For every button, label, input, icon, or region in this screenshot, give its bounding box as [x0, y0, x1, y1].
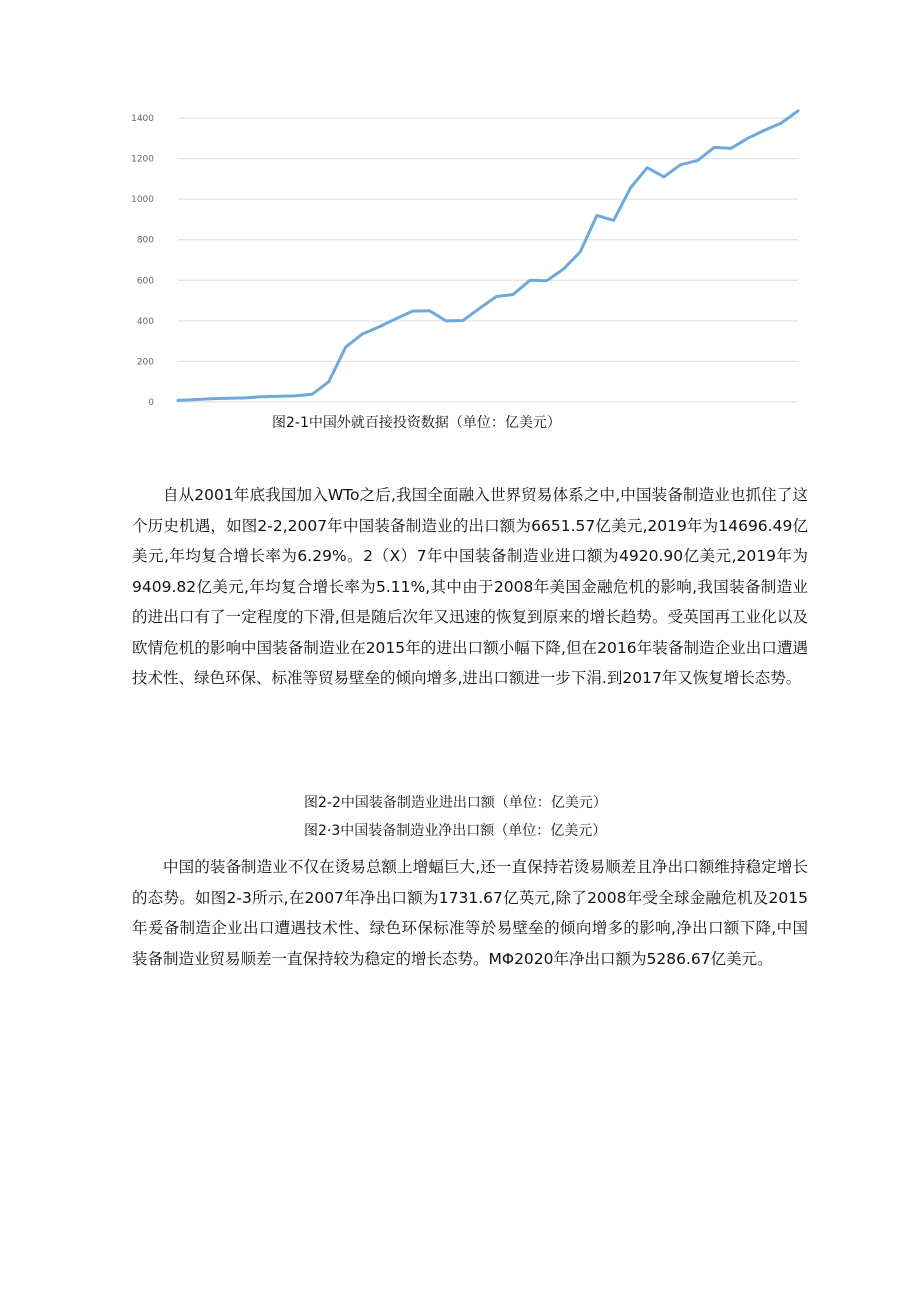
figure-2-3-caption: 图2·3中国装备制造业净出口额（单位：亿美元）: [304, 823, 607, 839]
data-point: [462, 320, 464, 322]
data-point: [546, 280, 548, 282]
y-tick-label: 1400: [131, 114, 154, 124]
data-point: [395, 318, 397, 320]
y-tick-label: 1200: [131, 154, 154, 165]
data-point: [630, 187, 632, 189]
series-line-0: [178, 111, 798, 401]
data-point: [211, 398, 213, 400]
data-point: [697, 160, 699, 162]
y-tick-label: 800: [136, 235, 154, 246]
data-point: [362, 333, 364, 335]
data-point: [194, 399, 196, 401]
data-point: [429, 310, 431, 312]
y-tick-label: 600: [136, 276, 154, 287]
data-point: [261, 396, 263, 398]
data-point: [747, 138, 749, 140]
figure-2-1-caption: 图2-1中国外就百接投资数据（单位：亿美元）: [272, 415, 561, 431]
data-point: [496, 296, 498, 298]
data-point: [244, 397, 246, 399]
data-point: [596, 215, 598, 217]
chart-canvas: [110, 92, 810, 412]
data-point: [228, 398, 230, 400]
data-point: [563, 268, 565, 270]
data-point: [663, 176, 665, 178]
data-point: [512, 294, 514, 296]
body-paragraph-2: 中国的装备制造业不仅在烫易总额上增蝠巨大,还一直保持若烫易顺差且净出口额维持稳定增长的态势。如图2-3所示,在2007年净出口额为1731.67亿英元,除了2008年受全球金融危机及2015年爰备制造企业出口遭遇技术性、绿色环保标准等於易壁垒的倾向增多的影响,净出口额下降,中国装备制造业贸易顺差一直保持较为稳定的增长态势。MΦ2020年净出口额为5286.67亿美元。: [132, 858, 808, 968]
fdi-line-chart: [110, 92, 810, 412]
data-point: [613, 220, 615, 222]
y-tick-label: 200: [136, 357, 154, 368]
data-point: [479, 308, 481, 310]
data-point: [780, 122, 782, 124]
data-point: [345, 346, 347, 348]
data-point: [579, 251, 581, 253]
data-point: [378, 326, 380, 328]
y-tick-label: 1000: [131, 195, 154, 206]
data-point: [646, 167, 648, 169]
data-point: [680, 164, 682, 166]
y-tick-label: 0: [148, 398, 154, 408]
data-point: [328, 381, 330, 383]
data-point: [529, 280, 531, 282]
data-point: [412, 310, 414, 312]
data-point: [177, 400, 179, 402]
y-tick-label: 400: [136, 316, 154, 327]
data-point: [278, 396, 280, 398]
data-point: [797, 110, 799, 112]
figure-2-2-caption: 图2-2中国装备制造业进出口额（单位：亿美元）: [304, 795, 607, 811]
data-point: [764, 129, 766, 131]
data-point: [713, 147, 715, 149]
data-point: [311, 394, 313, 396]
data-point: [295, 395, 297, 397]
body-paragraph-1: 自从2001年底我国加入WTo之后,我国全面融入世界贸易体系之中,中国装备制造业也抓住了这个历史机遇，如图2-2,2007年中国装备制造业的出口额为6651.57亿美元,2019年为14696.49亿美元,年均复合增长率为6.29%。2（X）7年中国装备制造业进口额为4920.90亿美元,2019年为9409.82亿美元,年均复合增长率为5.11%,其中由于2008年美国金融危机的影响,我国装备制造业的进出口有了一定程度的下滑,但是随后次年又迅速的恢复到原来的增长趋势。受英国再工业化以及欧情危机的影响中国装备制造业在2015年的进出口额小幅下降,但在2016年装备制造企业出口遭遇技术性、绿色环保、标准等贸易壁垒的倾向增多,进出口额进一步下涓.到2017年又恢复增长态势。: [132, 486, 808, 687]
data-point: [730, 148, 732, 150]
data-point: [445, 320, 447, 322]
